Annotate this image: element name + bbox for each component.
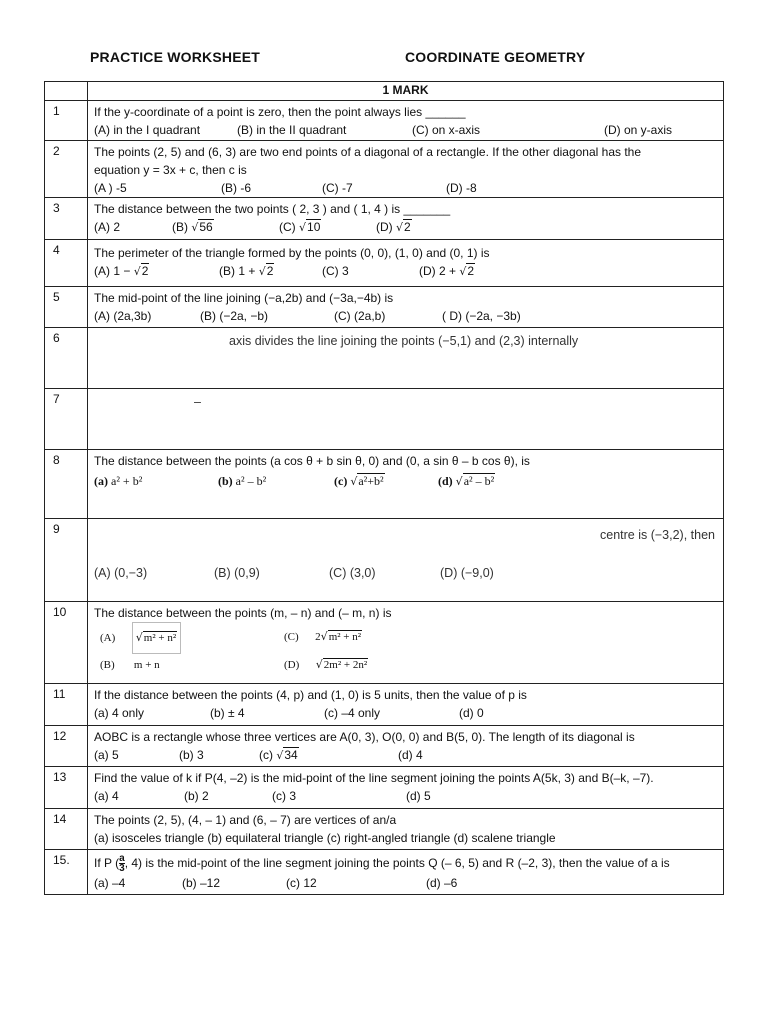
options bbox=[94, 564, 717, 582]
option-b: (b) –12 bbox=[182, 876, 221, 890]
option-d: (D) (−9,0) bbox=[440, 566, 494, 580]
question-text: The points (2, 5) and (6, 3) are two end points of a diagonal of a rectangle. If the other diagonal has the bbox=[94, 145, 642, 159]
question-text: If the distance between the points (4, p) and (1, 0) is 5 units, then the value of p is bbox=[94, 688, 527, 702]
question-row bbox=[45, 809, 724, 850]
question-text: AOBC is a rectangle whose three vertices are A(0, 3), O(0, 0) and B(5, 0). The length of its diagonal is bbox=[94, 730, 635, 744]
question-row bbox=[45, 101, 724, 141]
option-a: (A) (0,−3) bbox=[94, 566, 148, 580]
option-b: (b) ± 4 bbox=[210, 706, 245, 720]
option-a: (A) √m² + n² bbox=[100, 622, 181, 654]
question-text: The points (2, 5), (4, – 1) and (6, – 7) are vertices of an/a bbox=[94, 813, 397, 827]
option-a: (A) (2a,3b) bbox=[94, 309, 152, 323]
question-table bbox=[44, 81, 724, 895]
option-d: (D) on y-axis bbox=[604, 123, 673, 137]
option-b: (B) (−2a, −b) bbox=[200, 309, 269, 323]
question-number: 6 bbox=[45, 328, 88, 389]
question-text: axis divides the line joining the points (−5,1) and (2,3) internally bbox=[229, 334, 579, 348]
option-d: (d) √a² – b² bbox=[438, 474, 495, 488]
options bbox=[94, 704, 717, 722]
question-text: The perimeter of the triangle formed by the points (0, 0), (1, 0) and (0, 1) is bbox=[94, 246, 490, 260]
question-number: 13 bbox=[45, 767, 88, 809]
option-b: (B) m + n bbox=[100, 659, 160, 671]
option-c: (c) 12 bbox=[286, 876, 317, 890]
question-row bbox=[45, 141, 724, 198]
option-b: (B) √56 bbox=[172, 220, 213, 234]
option-a: (a) a² + b² bbox=[94, 474, 143, 488]
question-text: – bbox=[194, 395, 201, 409]
option-b: (B) 1 + √2 bbox=[219, 264, 274, 278]
option-c: (C) on x-axis bbox=[412, 123, 481, 137]
question-row bbox=[45, 240, 724, 287]
worksheet-title: PRACTICE WORKSHEET bbox=[90, 49, 261, 65]
question-number: 2 bbox=[45, 141, 88, 198]
section-label: 1 MARK bbox=[88, 82, 724, 101]
question-row bbox=[45, 389, 724, 450]
question-number: 7 bbox=[45, 389, 88, 450]
question-number: 14 bbox=[45, 809, 88, 850]
question-number: 8 bbox=[45, 450, 88, 519]
option-c: (C) (3,0) bbox=[329, 566, 376, 580]
question-text: The distance between the two points ( 2, 3 ) and ( 1, 4 ) is _______ bbox=[94, 202, 451, 216]
option-d: (d) –6 bbox=[426, 876, 458, 890]
option-b: (B) -6 bbox=[221, 181, 251, 195]
question-row bbox=[45, 684, 724, 726]
option-d: (D) -8 bbox=[446, 181, 477, 195]
question-number: 10 bbox=[45, 602, 88, 684]
question-text-cont: equation y = 3x + c, then c is bbox=[94, 163, 247, 177]
question-row bbox=[45, 767, 724, 809]
option-c: (c) √a²+b² bbox=[334, 474, 384, 488]
question-row bbox=[45, 850, 724, 895]
option-a: (A ) -5 bbox=[94, 181, 127, 195]
option-a: (a) 4 only bbox=[94, 706, 145, 720]
option-d: (D) √2 bbox=[376, 220, 411, 234]
option-c: (C) √10 bbox=[279, 220, 321, 234]
question-text: The distance between the points (m, – n) and (– m, n) is bbox=[94, 606, 392, 620]
question-number: 1 bbox=[45, 101, 88, 141]
option-b: (B) in the II quadrant bbox=[237, 123, 347, 137]
option-d: (D) 2 + √2 bbox=[419, 264, 475, 278]
question-text: Find the value of k if P(4, –2) is the mid-point of the line segment joining the points A(5k, 3) and B(–k, –7). bbox=[94, 771, 654, 785]
option-c: (C) 2√m² + n² bbox=[284, 630, 362, 643]
question-row bbox=[45, 198, 724, 240]
question-text: If the y-coordinate of a point is zero, then the point always lies ______ bbox=[94, 105, 466, 119]
options: (a) isosceles triangle (b) equilateral triangle (c) right-angled triangle (d) scalene triangle bbox=[94, 831, 556, 845]
question-number: 9 bbox=[45, 519, 88, 602]
option-d: (d) 4 bbox=[398, 748, 423, 762]
question-number: 15. bbox=[45, 850, 88, 895]
options bbox=[94, 787, 717, 805]
options bbox=[94, 874, 717, 892]
question-number: 3 bbox=[45, 198, 88, 240]
options-row-1 bbox=[94, 622, 717, 652]
option-d: (D) √2m² + 2n² bbox=[284, 658, 368, 671]
option-d: (d) 0 bbox=[459, 706, 484, 720]
question-row bbox=[45, 287, 724, 328]
option-a: (a) 5 bbox=[94, 748, 119, 762]
option-b: (b) 2 bbox=[184, 789, 209, 803]
option-a: (A) in the I quadrant bbox=[94, 123, 201, 137]
option-b: (b) a² – b² bbox=[218, 474, 267, 488]
question-number: 11 bbox=[45, 684, 88, 726]
options bbox=[94, 262, 717, 280]
question-row bbox=[45, 519, 724, 602]
option-a: (a) 4 bbox=[94, 789, 119, 803]
question-text: The mid-point of the line joining (−a,2b) and (−3a,−4b) is bbox=[94, 291, 394, 305]
option-c: (C) 3 bbox=[322, 264, 349, 278]
option-c: (C) (2a,b) bbox=[334, 309, 386, 323]
question-row bbox=[45, 602, 724, 684]
options bbox=[94, 746, 717, 764]
options-row-2 bbox=[94, 652, 717, 678]
question-number: 12 bbox=[45, 726, 88, 767]
options bbox=[94, 121, 717, 139]
question-row bbox=[45, 328, 724, 389]
question-number: 5 bbox=[45, 287, 88, 328]
option-a: (A) 1 − √2 bbox=[94, 264, 149, 278]
option-d: (d) 5 bbox=[406, 789, 431, 803]
question-text: centre is (−3,2), then bbox=[600, 528, 715, 542]
question-row bbox=[45, 450, 724, 519]
options bbox=[94, 179, 717, 197]
options bbox=[94, 307, 717, 325]
section-row bbox=[45, 82, 724, 101]
option-c: (c) √34 bbox=[259, 748, 298, 762]
option-a: (A) 2 bbox=[94, 220, 121, 234]
question-row bbox=[45, 726, 724, 767]
option-c: (C) -7 bbox=[322, 181, 353, 195]
fraction: $\frac{a}{3}$ bbox=[119, 853, 125, 875]
worksheet-subject: COORDINATE GEOMETRY bbox=[405, 49, 586, 65]
option-a: (a) –4 bbox=[94, 876, 126, 890]
option-d: ( D) (−2a, −3b) bbox=[442, 309, 521, 323]
question-number: 4 bbox=[45, 240, 88, 287]
option-b: (B) (0,9) bbox=[214, 566, 260, 580]
option-c: (c) 3 bbox=[272, 789, 296, 803]
option-c: (c) –4 only bbox=[324, 706, 381, 720]
question-text: If P ( $\frac{a}{3}$ , 4) is the mid-point of the line segment joining the points Q (– 6, 5) and R (–2, 3), then the value of a is bbox=[94, 853, 670, 875]
question-text: The distance between the points (a cos θ + b sin θ, 0) and (0, a sin θ – b cos θ), is bbox=[94, 454, 530, 468]
options bbox=[94, 218, 717, 236]
options bbox=[94, 470, 717, 492]
option-b: (b) 3 bbox=[179, 748, 204, 762]
